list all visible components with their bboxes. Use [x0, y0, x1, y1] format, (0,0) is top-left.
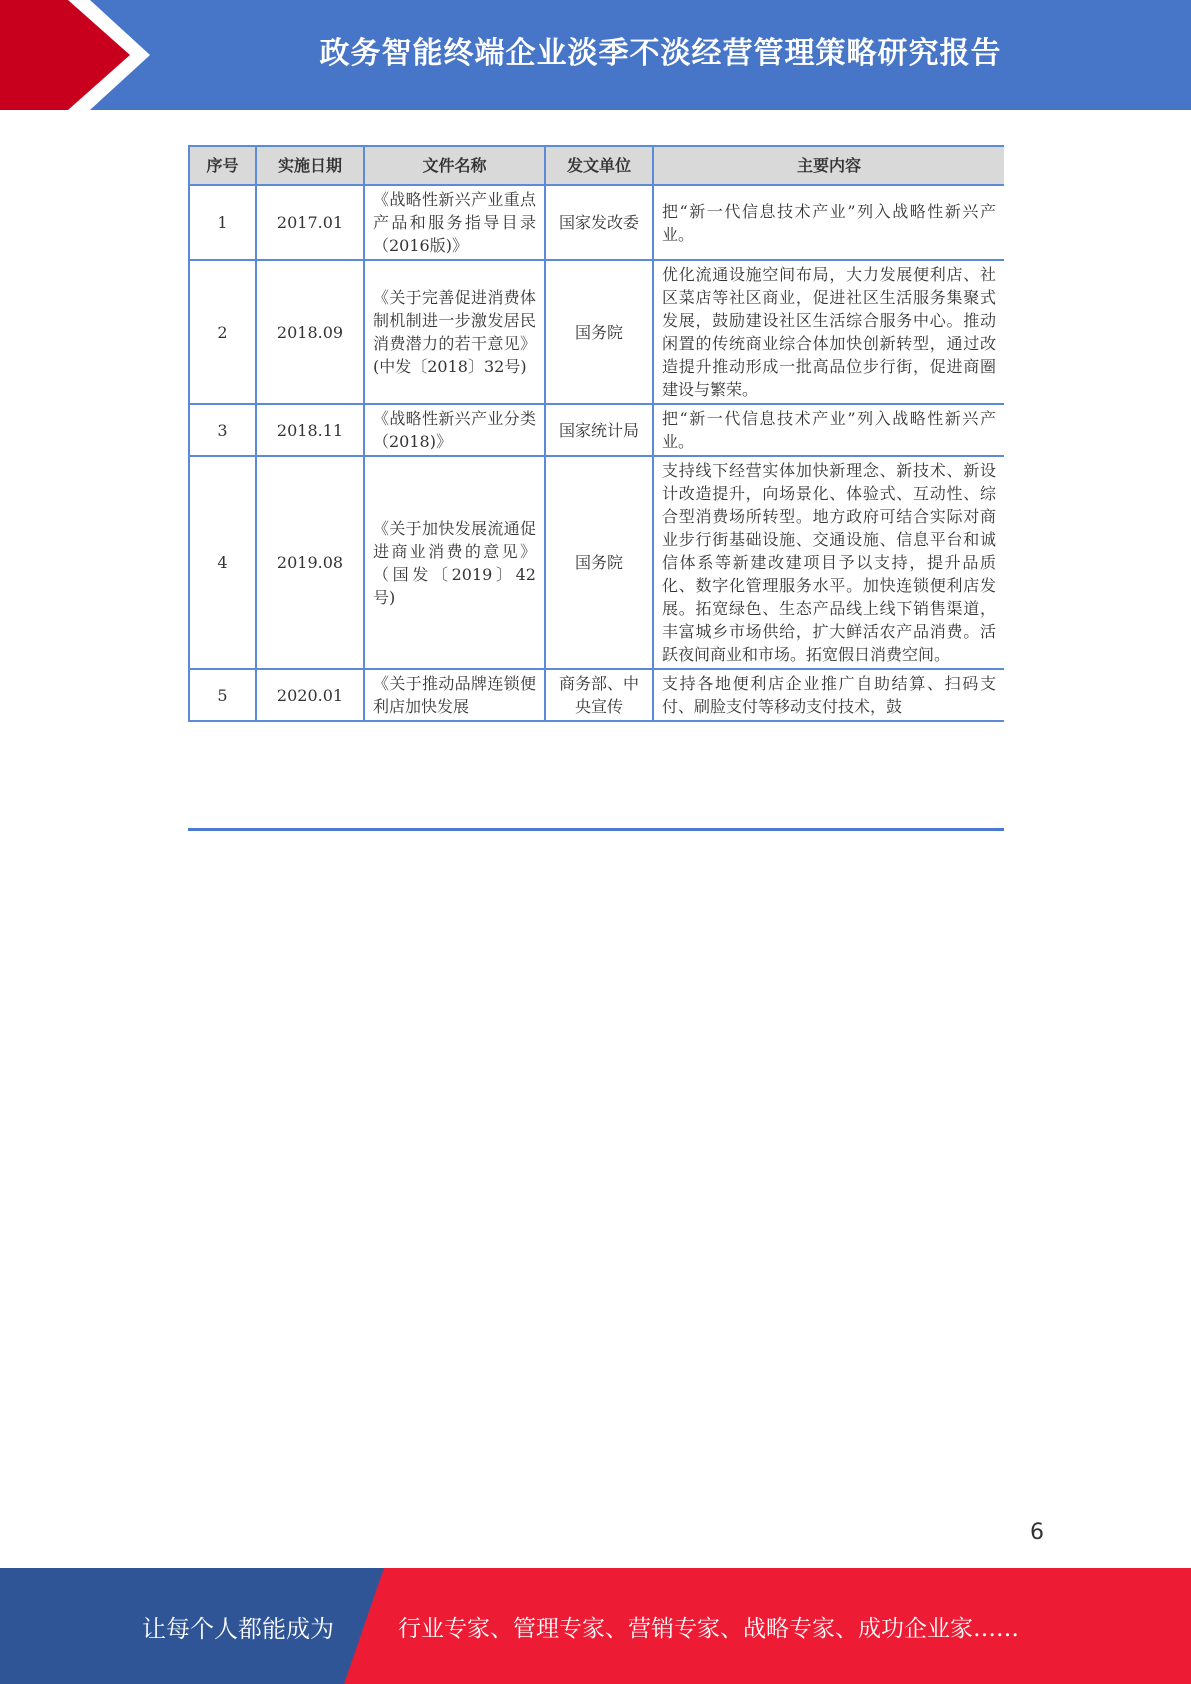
cell-date: 2019.08 — [256, 456, 364, 669]
cell-no: 4 — [189, 456, 256, 669]
cell-content: 把“新一代信息技术产业”列入战略性新兴产业。 — [653, 404, 1004, 456]
table-row — [189, 404, 1004, 456]
cell-no: 5 — [189, 669, 256, 721]
page-header — [0, 0, 1191, 110]
column-header-content: 主要内容 — [653, 146, 1004, 185]
column-header-no: 序号 — [189, 146, 256, 185]
cell-name: 《战略性新兴产业分类（2018)》 — [364, 404, 545, 456]
cell-issuer: 国家统计局 — [545, 404, 653, 456]
policy-table-container — [188, 145, 1004, 831]
page-footer — [0, 1568, 1191, 1684]
column-header-issuer: 发文单位 — [545, 146, 653, 185]
cell-issuer: 国家发改委 — [545, 185, 653, 260]
cell-no: 1 — [189, 185, 256, 260]
cell-content: 优化流通设施空间布局，大力发展便利店、社区菜店等社区商业，促进社区生活服务集聚式发展，鼓励建设社区生活综合服务中心。推动闲置的传统商业综合体加快创新转型，通过改造提升推动形成一批高品位步行街，促进商圈建设与繁荣。 — [653, 260, 1004, 404]
cell-date: 2018.11 — [256, 404, 364, 456]
page-number: 6 — [1030, 1520, 1044, 1545]
cell-issuer: 国务院 — [545, 260, 653, 404]
cell-date: 2020.01 — [256, 669, 364, 721]
table-row — [189, 456, 1004, 669]
cell-name: 《关于加快发展流通促进商业消费的意见》（国发〔2019〕42号) — [364, 456, 545, 669]
cell-name: 《关于推动品牌连锁便利店加快发展 — [364, 669, 545, 721]
cell-name: 《关于完善促进消费体制机制进一步激发居民消费潜力的若干意见》(中发〔2018〕32号) — [364, 260, 545, 404]
report-title: 政务智能终端企业淡季不淡经营管理策略研究报告 — [319, 36, 1002, 71]
table-row — [189, 260, 1004, 404]
cell-date: 2018.09 — [256, 260, 364, 404]
footer-slogan-right: 行业专家、管理专家、营销专家、战略专家、成功企业家…… — [398, 1615, 1019, 1642]
cell-name: 《战略性新兴产业重点产品和服务指导目录（2016版)》 — [364, 185, 545, 260]
cell-no: 2 — [189, 260, 256, 404]
cell-date: 2017.01 — [256, 185, 364, 260]
table-row — [189, 669, 1004, 721]
cell-issuer: 国务院 — [545, 456, 653, 669]
table-header-row — [189, 146, 1004, 185]
header-arrow-decoration — [0, 0, 160, 110]
cell-content: 支持各地便利店企业推广自助结算、扫码支付、刷脸支付等移动支付技术，鼓 — [653, 669, 1004, 721]
cell-content: 把“新一代信息技术产业”列入战略性新兴产业。 — [653, 185, 1004, 260]
footer-slogan-left: 让每个人都能成为 — [142, 1614, 334, 1643]
table-row — [189, 185, 1004, 260]
policy-table — [188, 145, 1004, 722]
column-header-date: 实施日期 — [256, 146, 364, 185]
cell-issuer: 商务部、中央宣传 — [545, 669, 653, 721]
column-header-name: 文件名称 — [364, 146, 545, 185]
cell-no: 3 — [189, 404, 256, 456]
cell-content: 支持线下经营实体加快新理念、新技术、新设计改造提升，向场景化、体验式、互动性、综合型消费场所转型。地方政府可结合实际对商业步行街基础设施、交通设施、信息平台和诚信体系等新建改建项目予以支持，提升品质化、数字化管理服务水平。加快连锁便利店发展。拓宽绿色、生态产品线上线下销售渠道，丰富城乡市场供给，扩大鲜活农产品消费。活跃夜间商业和市场。拓宽假日消费空间。 — [653, 456, 1004, 669]
